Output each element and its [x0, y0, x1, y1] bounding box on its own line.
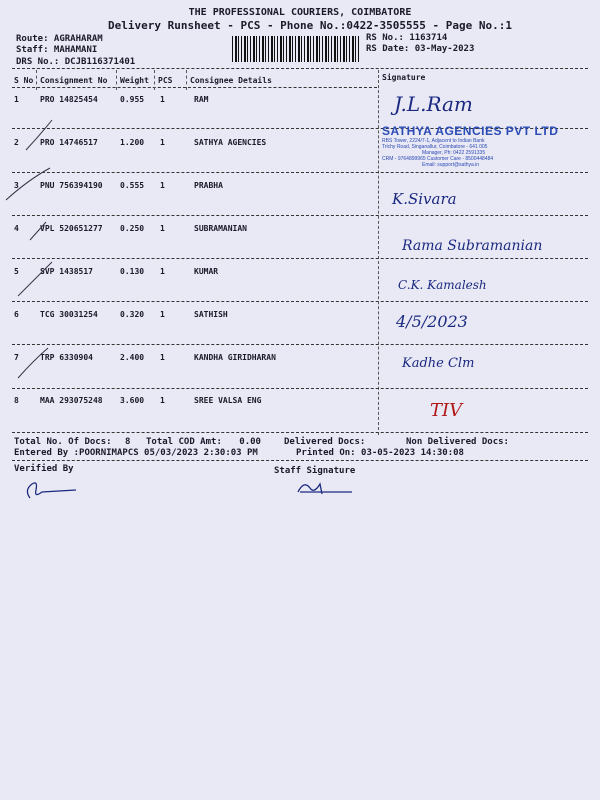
row-pcs: 1: [160, 353, 165, 362]
row-sno: 8: [14, 396, 19, 405]
row-weight: 0.250: [120, 224, 145, 233]
row-consignment: TRP 6330904: [40, 353, 93, 362]
row-sno: 6: [14, 310, 19, 319]
row-consignee: SATHISH: [194, 310, 228, 319]
row-weight: 1.200: [120, 138, 145, 147]
row-pcs: 1: [160, 138, 165, 147]
row-sno: 7: [14, 353, 19, 362]
stamp-name: SATHYA AGENCIES PVT LTD: [382, 124, 559, 138]
company-title: THE PROFESSIONAL COURIERS, COIMBATORE: [188, 7, 412, 18]
row-consignment: VPL 520651277: [40, 224, 103, 233]
row-sno: 1: [14, 95, 19, 104]
row-pcs: 1: [160, 310, 165, 319]
row-sno: 3: [14, 181, 19, 190]
row-consignment: PRO 14746517: [40, 138, 98, 147]
row-consignee: PRABHA: [194, 181, 223, 190]
drs-number: DRS No.: DCJB116371401: [16, 57, 136, 67]
company-stamp: [382, 124, 572, 184]
col-signature: Signature: [382, 73, 426, 82]
tick-mark: [18, 348, 48, 378]
verified-by-label: Verified By: [14, 464, 74, 474]
row-consignee: SREE VALSA ENG: [194, 396, 262, 405]
row-weight: 2.400: [120, 353, 145, 362]
footer-rule: [12, 460, 588, 461]
row-pcs: 1: [160, 224, 165, 233]
total-docs: [14, 437, 130, 447]
row-pcs: 1: [160, 181, 165, 190]
rs-date: RS Date: 03-May-2023: [366, 44, 475, 54]
total-docs-label: Total No. Of Docs:: [14, 437, 112, 447]
row-consignee: RAM: [194, 95, 209, 104]
row-pcs: 1: [160, 267, 165, 276]
tick-mark: [26, 120, 52, 150]
tick-mark: [18, 262, 52, 296]
verified-signature: [20, 476, 90, 506]
row-pcs: 1: [160, 396, 165, 405]
signature-row-6: 4/5/2023: [396, 312, 468, 331]
signature-row-8: TIV: [430, 400, 463, 421]
row-consignee: SATHYA AGENCIES: [194, 138, 267, 147]
signature-row-7: Kadhe Clm: [402, 356, 475, 371]
rs-number: RS No.: 1163714: [366, 33, 448, 43]
row-weight: 0.955: [120, 95, 145, 104]
stamp-line: CRM - 9764899965 Customer Care - 8500448484: [382, 156, 494, 162]
tick-mark: [6, 168, 50, 200]
row-consignment: PRO 14825454: [40, 95, 98, 104]
row-pcs: 1: [160, 95, 165, 104]
tick-mark: [30, 222, 46, 240]
col-consignee: Consignee Details: [190, 76, 272, 85]
col-pcs: PCS: [158, 76, 173, 85]
row-consignee: SUBRAMANIAN: [194, 224, 247, 233]
stamp-line: Manager, Ph: 0422 2591335: [422, 150, 486, 156]
printed-on: Printed On: 03-05-2023 14:30:08: [296, 448, 464, 458]
row-consignment: TCG 30031254: [40, 310, 98, 319]
stamp-line: Email: support@sathya.in: [422, 162, 480, 168]
row-sno: 2: [14, 138, 19, 147]
signature-row-4: Rama Subramanian: [402, 238, 543, 254]
signature-row-3: K.Sivara: [392, 190, 457, 208]
row-consignment: MAA 293075248: [40, 396, 103, 405]
row-consignment: PNU 756394190: [40, 181, 103, 190]
stamp-line: Trichy Road, Singanallur, Coimbatore - 641 005: [382, 144, 488, 150]
row-weight: 0.130: [120, 267, 145, 276]
row-consignee: KANDHA GIRIDHARAN: [194, 353, 276, 362]
col-consignment: Consignment No: [40, 76, 108, 85]
staff-signature-label: Staff Signature: [274, 466, 356, 476]
col-sno: S No: [14, 76, 34, 85]
delivered-docs: Delivered Docs:: [284, 437, 366, 447]
row-weight: 0.320: [120, 310, 145, 319]
row-consignment: SVP 1438517: [40, 267, 93, 276]
staff-signature-mark: [290, 474, 360, 504]
non-delivered-docs: Non Delivered Docs:: [406, 437, 509, 447]
staff-label: Staff: MAHAMANI: [16, 45, 98, 55]
signature-row-1: J.L.Ram: [394, 92, 473, 116]
cod-value: 0.00: [239, 437, 261, 447]
col-weight: Weight: [120, 76, 149, 85]
row-weight: 3.600: [120, 396, 145, 405]
row-consignee: KUMAR: [194, 267, 219, 276]
signature-row-5: C.K. Kamalesh: [398, 278, 487, 292]
runsheet-subtitle: Delivery Runsheet - PCS - Phone No.:0422-3505555 - Page No.:1: [108, 19, 512, 32]
entered-by: Entered By :POORNIMAPCS 05/03/2023 2:30:03 PM: [14, 448, 258, 458]
row-weight: 0.555: [120, 181, 145, 190]
total-docs-value: 8: [124, 437, 131, 447]
cod-label: Total COD Amt:: [146, 437, 222, 447]
row-sno: 5: [14, 267, 19, 276]
total-cod: [146, 437, 261, 447]
stamp-line: RBS Tower, 2224/7-1, Adjacent to Indian Bank: [382, 138, 485, 144]
route-label: Route: AGRAHARAM: [16, 34, 103, 44]
row-sno: 4: [14, 224, 19, 233]
